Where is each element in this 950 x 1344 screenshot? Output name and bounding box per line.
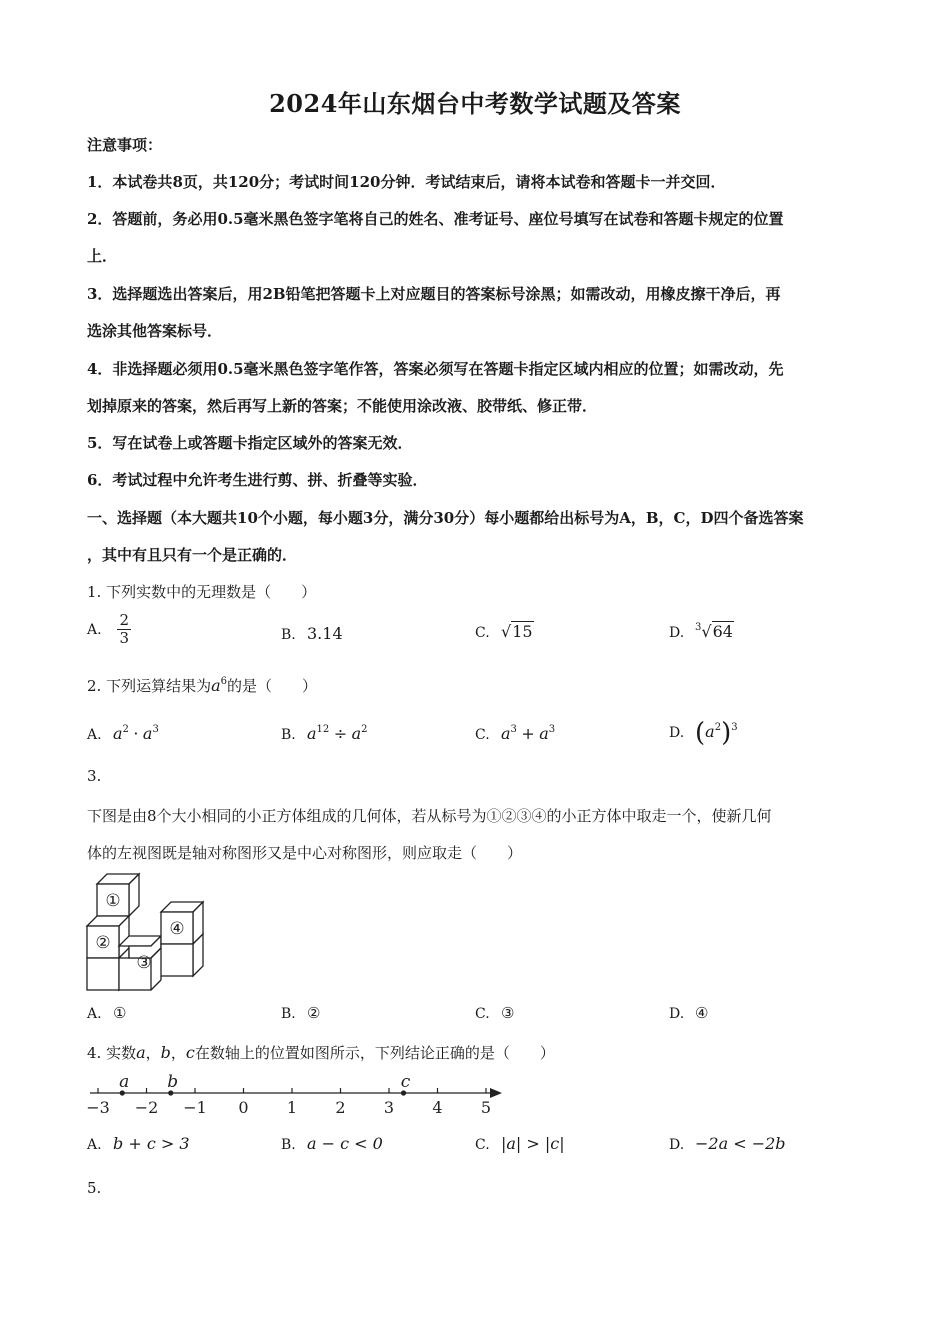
notice-item: 3．选择题选出答案后，用2B铅笔把答题卡上对应题目的答案标号涂黑；如需改动，用橡皮擦干净后，再 [87, 285, 781, 303]
cube-label: ④ [169, 919, 185, 939]
axis-tick-label: 2 [335, 1098, 346, 1117]
section-heading-cont: ，其中有且只有一个是正确的． [87, 546, 298, 564]
axis-tick-label: −2 [134, 1098, 159, 1117]
point-label-b: b [167, 1072, 179, 1092]
q2-option-b: B. $a^{12} \div a^2$ [281, 724, 368, 743]
q3-option-d: D. ④ [669, 1004, 709, 1022]
q1-option-d: D. $^3$√64 [669, 622, 733, 641]
axis-tick-label: −3 [86, 1098, 110, 1117]
cube-label: ③ [136, 953, 152, 973]
q5-number: 5. [87, 1179, 102, 1197]
root-symbol: √ [701, 622, 712, 641]
q1-option-c: C. √15 [475, 622, 533, 641]
notice-item: 2．答题前，务必用0.5毫米黑色签字笔将自己的姓名、准考证号、座位号填写在试卷和答题卡规定的位置 [87, 210, 784, 228]
page-title: 2024年山东烟台中考数学试题及答案 [269, 89, 681, 118]
notice-item: 6．考试过程中允许考生进行剪、拼、折叠等实验． [87, 471, 428, 489]
q2-option-a: A. $a^2 \cdot a^3$ [87, 724, 159, 743]
notice-item: 选涂其他答案标号． [87, 322, 223, 340]
axis-tick-label: 3 [383, 1098, 395, 1117]
point-label-c: c [400, 1072, 411, 1092]
q4-option-c: C. |a| > |c| [475, 1134, 565, 1153]
sqrt-symbol: √ [501, 622, 512, 641]
q3-option-a: A. ① [87, 1004, 127, 1022]
notice-heading: 注意事项： [87, 136, 163, 154]
notice-item: 5．写在试卷上或答题卡指定区域外的答案无效． [87, 434, 413, 452]
fraction: $\frac{2}{3}$ [119, 611, 129, 647]
axis-arrow-icon [490, 1088, 502, 1098]
q2-stem: 2. 下列运算结果为$a^6$的是（ ） [87, 676, 318, 695]
number-line [82, 1068, 512, 1118]
notice-item: 1．本试卷共8页，共120分；考试时间120分钟．考试结束后，请将本试卷和答题卡一并交回． [87, 173, 726, 191]
q3-option-b: B. ② [281, 1004, 321, 1022]
q4-option-a: A. b + c > 3 [87, 1134, 190, 1153]
notice-item: 4．非选择题必须用0.5毫米黑色签字笔作答，答案必须写在答题卡指定区域内相应的位置；如需改动，先 [87, 360, 784, 378]
axis-tick-label: 5 [480, 1098, 492, 1117]
q3-option-c: C. ③ [475, 1004, 515, 1022]
q3-stem-cont: 体的左视图既是轴对称图形又是中心对称图形，则应取走（ ） [87, 844, 523, 862]
notice-item: 上． [87, 247, 118, 265]
q2-option-d: D. $(a^2)^3$ [669, 718, 738, 748]
q1-option-a: A. $\frac{2}{3}$ [87, 611, 129, 647]
axis-tick-label: −1 [183, 1098, 207, 1117]
axis-tick-label: 1 [286, 1098, 298, 1117]
cube-label: ② [95, 933, 111, 953]
section-heading: 一、选择题（本大题共10个小题，每小题3分，满分30分）每小题都给出标号为A，B，C，D四个备选答案 [87, 509, 804, 527]
axis-tick-label: 4 [432, 1098, 443, 1117]
q3-stem: 下图是由8个大小相同的小正方体组成的几何体，若从标号为①②③④的小正方体中取走一个，使新几何 [87, 807, 772, 825]
q1-option-b: B. 3.14 [281, 624, 343, 643]
q1-stem: 1. 下列实数中的无理数是（ ） [87, 583, 317, 601]
q2-option-c: C. $a^3 + a^3$ [475, 724, 556, 743]
q4-option-b: B. a − c < 0 [281, 1134, 383, 1153]
q3-number: 3. [87, 767, 102, 785]
q4-option-d: D. −2a < −2b [669, 1134, 786, 1153]
q4-stem: 4. 实数a，b，c在数轴上的位置如图所示，下列结论正确的是（ ） [87, 1043, 555, 1062]
point-label-a: a [119, 1072, 130, 1092]
axis-tick-label: 0 [238, 1098, 249, 1117]
notice-item: 划掉原来的答案，然后再写上新的答案；不能使用涂改液、胶带纸、修正带． [87, 397, 598, 415]
cube-figure [80, 868, 210, 994]
cube-label: ① [105, 891, 121, 911]
